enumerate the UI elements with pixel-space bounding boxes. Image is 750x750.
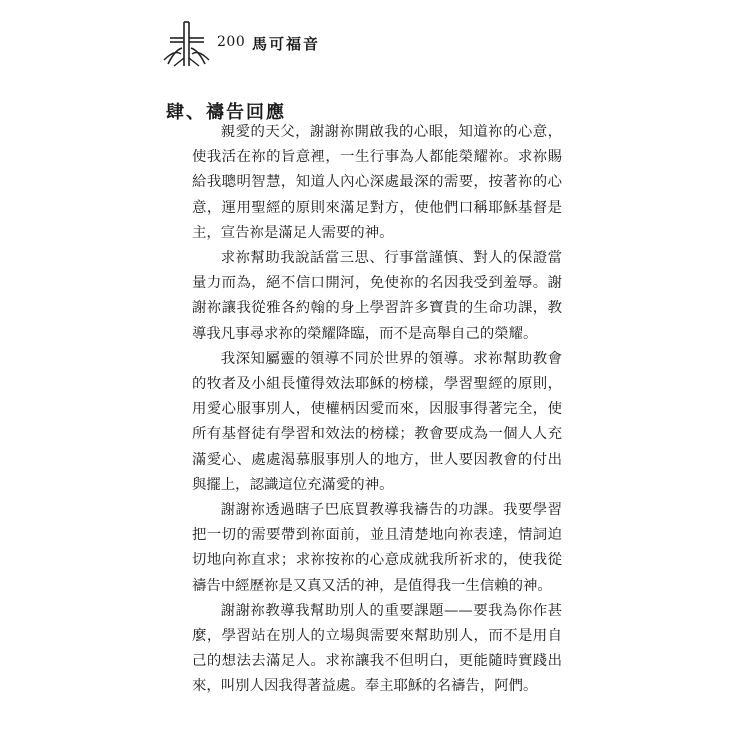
page-header	[162, 20, 562, 70]
prayer-body	[192, 120, 562, 700]
paragraph: 求祢幫助我說話當三思、行事當謹慎、對人的保證當量力而為，絕不信口開河，免使祢的名因我受到羞辱。謝謝祢讓我從雅各約翰的身上學習許多寶貴的生命功課，教導我凡事尋求祢的榮耀降臨，而不是高舉自己的榮耀。	[192, 250, 562, 342]
paragraph: 我深知屬靈的領導不同於世界的領導。求祢幫助教會的牧者及小組長懂得效法耶穌的榜樣，學習聖經的原則，用愛心服事別人，使權柄因愛而來，因服事得著完全，使所有基督徒有學習和效法的榜樣；教會要成為一個人人充滿愛心、處處渴慕服事別人的地方，世人要因教會的付出與擺上，認識這位充滿愛的神。	[192, 350, 562, 493]
book-title: 馬可福音	[252, 35, 321, 53]
paragraph: 謝謝祢透過瞎子巴底買教導我禱告的功課。我要學習把一切的需要帶到祢面前，並且清楚地向祢表達，情詞迫切地向祢直求；求祢按祢的心意成就我所祈求的，使我從禱告中經歷祢是又真又活的神，是值得我一生信賴的神。	[192, 502, 562, 594]
paragraph: 謝謝祢教導我幫助別人的重要課題——要我為你作甚麼，學習站在別人的立場與需要來幫助別人，而不是用自己的想法去滿足人。求祢讓我不但明白，更能隨時實踐出來，叫別人因我得著益處。奉主耶穌的名禱告，阿們。	[192, 602, 562, 695]
cross-dove-icon	[162, 20, 212, 70]
paragraph: 親愛的天父，謝謝祢開啟我的心眼，知道祢的心意，使我活在祢的旨意裡，一生行事為人都能榮耀祢。求祢賜給我聰明智慧，知道人內心深處最深的需要，按著祢的心意，運用聖經的原則來滿足對方，使他們口稱耶穌基督是主，宣告祢是滿足人需要的神。	[192, 124, 562, 241]
section-heading: 肆、禱告回應	[166, 102, 286, 123]
page-number: 200	[217, 34, 246, 50]
